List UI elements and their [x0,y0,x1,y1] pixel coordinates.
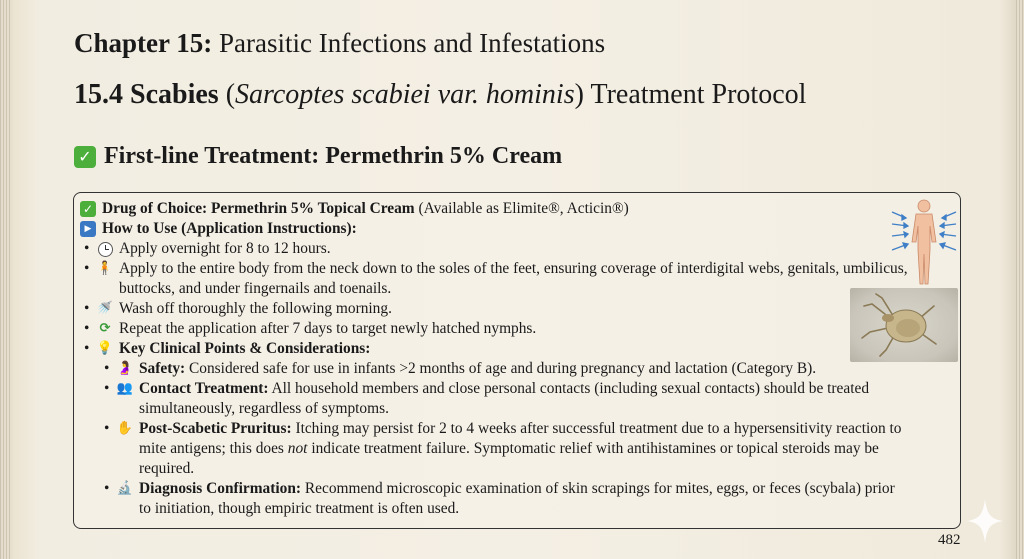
key-points-heading: • 💡 Key Clinical Points & Considerations: [80,339,910,359]
page-number: 482 [938,532,961,548]
clock-icon [96,240,114,258]
item-text-emphasis: not [287,440,308,457]
item-text: All household members and close personal contacts (including sexual contacts) should be treated simultaneously, regardless of symptoms. [139,380,870,417]
first-line-heading-text: First-line Treatment: Permethrin 5% Cream [104,143,563,169]
list-item: • Apply overnight for 8 to 12 hours. [80,239,910,259]
item-label: Post-Scabetic Pruritus: [139,420,292,437]
item-label: Safety: [139,360,186,377]
chapter-heading [74,28,605,59]
book-page-edge-left [0,0,10,559]
first-line-heading [74,143,562,170]
drug-brands: (Available as Elimite®, Acticin®) [418,200,629,217]
drug-label: Drug of Choice: Permethrin 5% Topical Cream [102,200,415,217]
item-text: Considered safe for use in infants >2 months of age and during pregnancy and lactation (Category B). [189,360,817,377]
list-item: • 🚿 Wash off thoroughly the following morning. [80,299,910,319]
key-points-heading-text: Key Clinical Points & Considerations: [119,340,371,357]
section-open-paren: ( [225,79,236,110]
list-item: • 🤰 Safety: Considered safe for use in infants >2 months of age and during pregnancy and lactation (Category B). [104,360,817,377]
section-close-paren: ) [574,79,584,110]
sparkle-icon [965,497,1005,545]
people-icon: 👥 [116,381,134,396]
body-arrows-illustration [890,198,958,288]
book-page-edge-right [1016,0,1024,559]
item-text: Recommend microscopic examination of skin scrapings for mites, eggs, or feces (scybala) prior to initiation, though empiric treatment is often used. [139,480,895,517]
list-item: • ⟳ Repeat the application after 7 days to target newly hatched nymphs. [80,319,910,339]
section-number: 15.4 Scabies [74,79,219,110]
scabies-mite-micrograph [850,288,958,362]
step-text: Wash off thoroughly the following morning. [119,300,392,317]
section-suffix: Treatment Protocol [590,79,807,110]
section-organism: Sarcoptes scabiei var. hominis [235,79,575,110]
chapter-title: Parasitic Infections and Infestations [219,28,606,58]
section-heading [74,79,806,111]
step-text: Apply to the entire body from the neck down to the soles of the feet, ensuring coverage of interdigital webs, genitals, umbilicus, buttocks, and under fingernails and toenails. [119,260,908,297]
check-mark-icon: ✓ [80,201,96,217]
list-item: • 🧍 Apply to the entire body from the neck down to the soles of the feet, ensuring coverage of interdigital webs, genitals, umbilicus, buttocks, and under fingernails and toenails. [80,259,910,299]
drug-of-choice-line [80,199,910,219]
treatment-box-content [80,199,910,519]
body-icon: 🧍 [96,261,114,276]
repeat-icon: ⟳ [99,321,111,336]
list-item: • ✋ Post-Scabetic Pruritus: Itching may persist for 2 to 4 weeks after successful treatment due to a hypersensitivity reaction to mite antigens; this does not indicate treatment failure. Symptomatic relief with antihistamines or topical steroids may be required. [104,420,902,477]
how-to-use-heading-text: How to Use (Application Instructions): [102,220,357,237]
scratching-hand-icon: ✋ [116,421,134,436]
step-text: Repeat the application after 7 days to target newly hatched nymphs. [119,320,537,337]
play-icon: ▶ [80,221,96,237]
check-mark-icon: ✓ [74,146,96,168]
list-item: • 👥 Contact Treatment: All household members and close personal contacts (including sexual contacts) should be treated simultaneously, regardless of symptoms. [104,380,870,417]
pregnant-woman-icon: 🤰 [116,361,134,376]
item-text: indicate treatment failure. Symptomatic relief with antihistamines or topical steroids may be required. [139,440,879,477]
microscope-icon: 🔬 [116,481,134,496]
item-text: Itching may persist for 2 to 4 weeks after successful treatment due to a hypersensitivity reaction to mite antigens; this does [139,420,902,457]
item-label: Diagnosis Confirmation: [139,480,302,497]
list-item: • 🔬 Diagnosis Confirmation: Recommend microscopic examination of skin scrapings for mites, eggs, or feces (scybala) prior to initiation, though empiric treatment is often used. [104,480,895,517]
lightbulb-icon: 💡 [96,341,114,356]
chapter-label: Chapter 15: [74,28,213,58]
how-to-use-heading [80,219,910,239]
shower-icon: 🚿 [96,301,114,316]
step-text: Apply overnight for 8 to 12 hours. [119,240,331,257]
item-label: Contact Treatment: [139,380,269,397]
